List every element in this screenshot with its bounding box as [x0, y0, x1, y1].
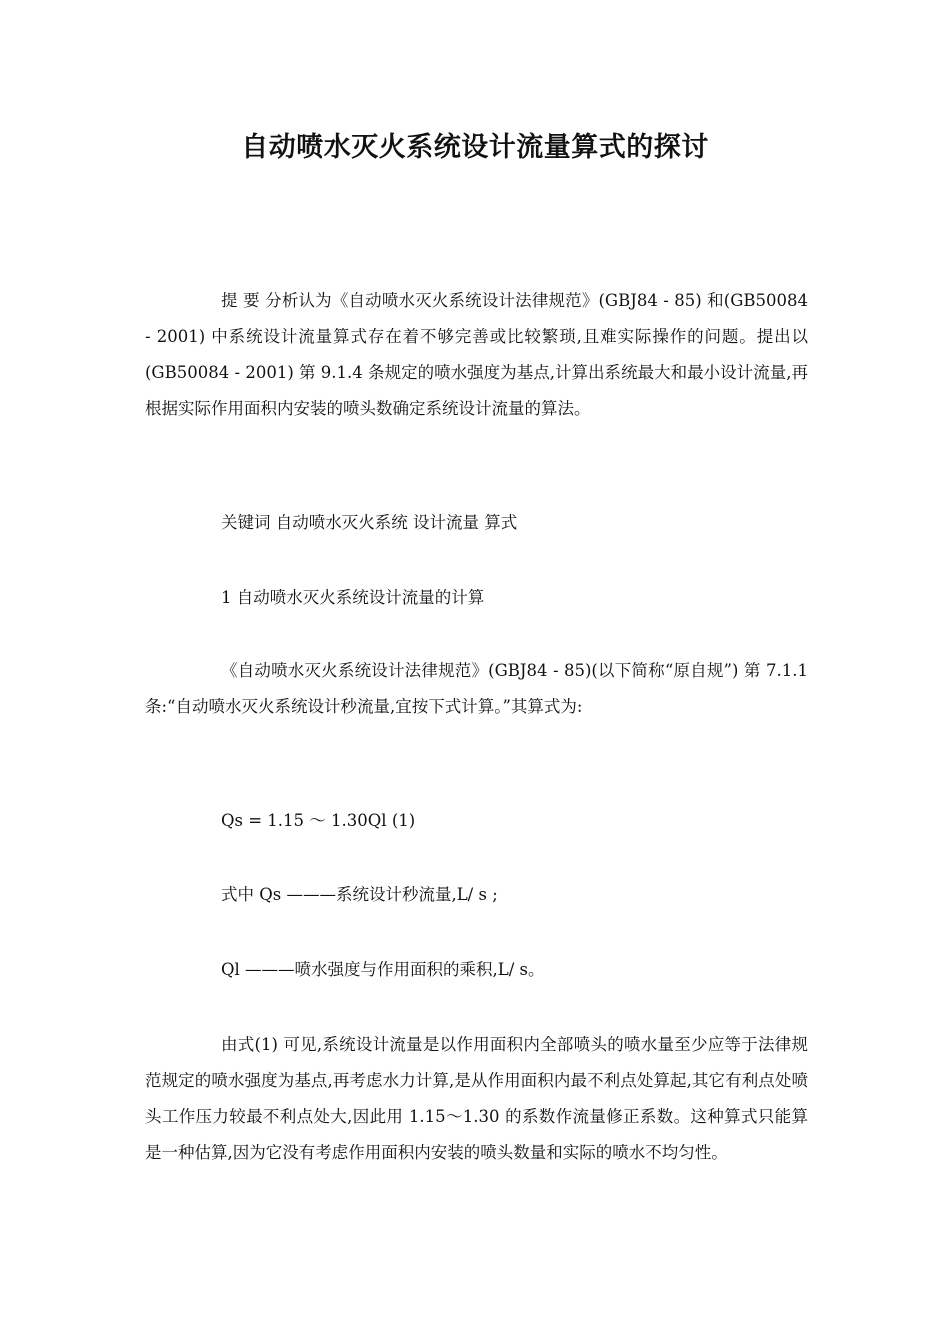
- section-heading: 1 自动喷水灭火系统设计流量的计算: [221, 588, 485, 607]
- document-title: 自动喷水灭火系统设计流量算式的探讨: [241, 132, 709, 163]
- formula-definition-ql: Ql ———喷水强度与作用面积的乘积,L/ s。: [221, 960, 545, 979]
- original-rule-paragraph: 《自动喷水灭火系统设计法律规范》(GBJ84 - 85)(以下简称“原自规”) 第 7.1.1 条:“自动喷水灭火系统设计秒流量,宜按下式计算。”其算式为:: [145, 661, 808, 716]
- keywords-line: 关键词 自动喷水灭火系统 设计流量 算式: [221, 513, 518, 532]
- abstract-paragraph: 提 要 分析认为《自动喷水灭火系统设计法律规范》(GBJ84 - 85) 和(GB50084 - 2001) 中系统设计流量算式存在着不够完善或比较繁琐,且难实际操作的问题。提出以(GB50084 - 2001) 第 9.1.4 条规定的喷水强度为基点,计算出系统最大和最小设计流量,再根据实际作用面积内安装的喷头数确定系统设计流量的算法。: [145, 291, 808, 418]
- formula-definition-qs: 式中 Qs ———系统设计秒流量,L/ s ;: [221, 885, 498, 904]
- formula-line: Qs = 1.15 ～ 1.30Ql (1): [221, 811, 416, 830]
- explanation-paragraph: 由式(1) 可见,系统设计流量是以作用面积内全部喷头的喷水量至少应等于法律规范规定的喷水强度为基点,再考虑水力计算,是从作用面积内最不利点处算起,其它有利点处喷头工作压力较最不利点处大,因此用 1.15～1.30 的系数作流量修正系数。这种算式只能算是一种估算,因为它没有考虑作用面积内安装的喷头数量和实际的喷水不均匀性。: [145, 1035, 808, 1162]
